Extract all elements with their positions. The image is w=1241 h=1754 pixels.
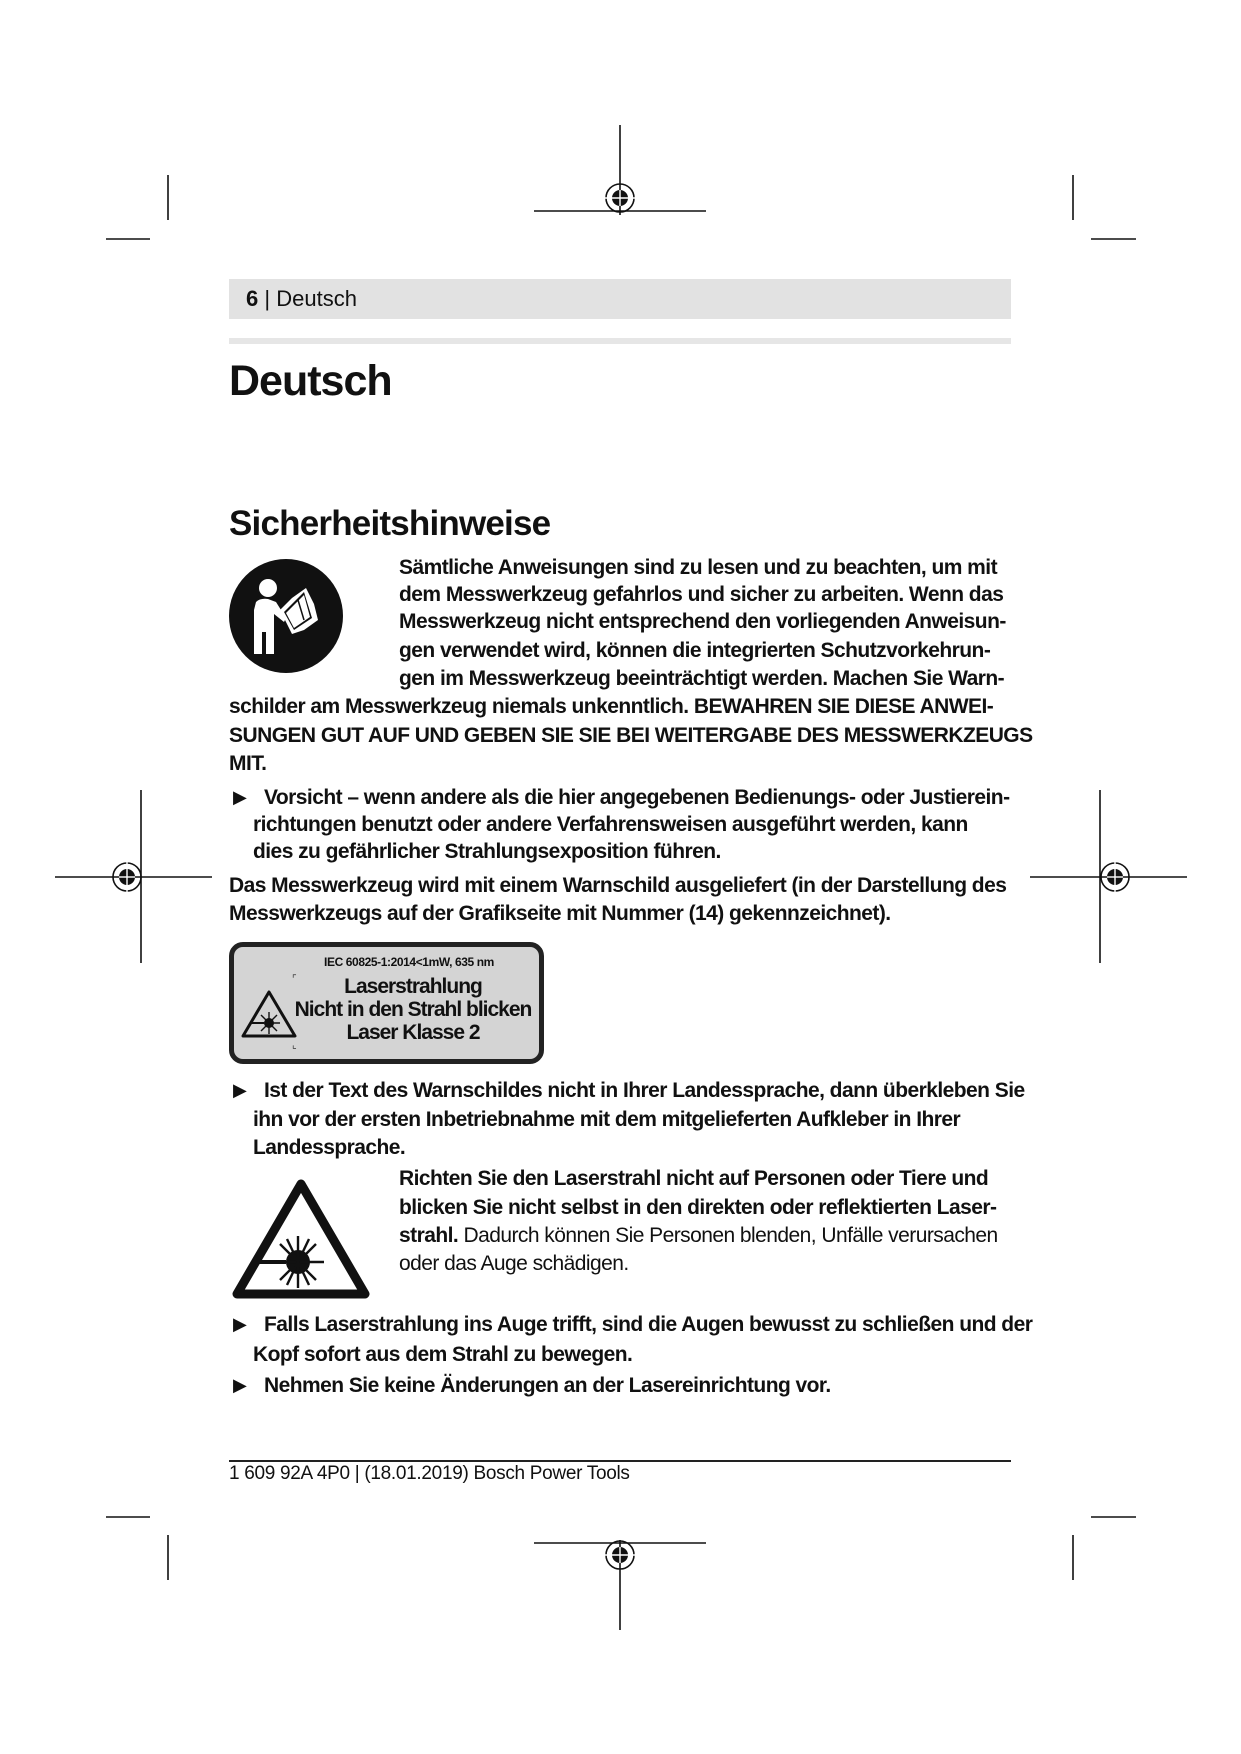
intro-line-7: SUNGEN GUT AUF UND GEBEN SIE SIE BEI WEITERGABE DES MESSWERKZEUGS — [229, 724, 1033, 747]
bullet2-line-1: Ist der Text des Warnschildes nicht in Ihrer Landessprache, dann überkleben Sie — [264, 1079, 1025, 1102]
intro-line-3: Messwerkzeug nicht entsprechend den vorliegenden Anweisun- — [399, 610, 1006, 633]
bullet-marker: ▶ — [233, 1080, 247, 1100]
intro-line-8: MIT. — [229, 752, 267, 775]
header-separator: | — [264, 286, 271, 311]
bullet4-line-1: Nehmen Sie keine Änderungen an der Lasereinrichtung vor. — [264, 1374, 831, 1397]
header-section: Deutsch — [276, 286, 357, 311]
label-line-2: Nicht in den Strahl blicken — [294, 998, 532, 1021]
page-title: Deutsch — [229, 357, 392, 405]
laser-warning-line-2: blicken Sie nicht selbst in den direkten oder reflektierten Laser- — [399, 1196, 997, 1219]
bullet1-line-1: Vorsicht – wenn andere als die hier angegebenen Bedienungs- oder Justierein- — [264, 786, 1010, 809]
laser-warning-regular: Dadurch können Sie Personen blenden, Unfälle verursachen — [458, 1224, 998, 1247]
bullet-item-1 — [233, 784, 1010, 812]
bullet1-line-2: richtungen benutzt oder andere Verfahrensweisen ausgeführt werden, kann — [253, 813, 968, 836]
label-corner-mark: ⌜ — [292, 974, 297, 985]
intro-line-6: schilder am Messwerkzeug niemals unkenntlich. BEWAHREN SIE DIESE ANWEI- — [229, 695, 994, 718]
bullet3-line-2: Kopf sofort aus dem Strahl zu bewegen. — [253, 1343, 633, 1366]
laser-warning-bold: strahl. — [399, 1224, 459, 1247]
label-line-3: Laser Klasse 2 — [346, 1021, 480, 1044]
read-manual-icon — [228, 558, 344, 674]
label-standard: IEC 60825-1:2014<1mW, 635 nm — [324, 955, 494, 969]
bullet2-line-2: ihn vor der ersten Inbetriebnahme mit dem mitgelieferten Aufkleber in Ihrer — [253, 1108, 961, 1131]
intro-line-4: gen verwendet wird, können die integrierten Schutzvorkehrun- — [399, 639, 991, 662]
paragraph1-line-2: Messwerkzeugs auf der Grafikseite mit Nummer (14) gekennzeichnet). — [229, 902, 891, 925]
bullet-marker: ▶ — [233, 787, 247, 807]
label-line-1: Laserstrahlung — [344, 975, 482, 998]
bullet3-line-1: Falls Laserstrahlung ins Auge trifft, sind die Augen bewusst zu schließen und der — [264, 1313, 1033, 1336]
label-corner-mark: ⌞ — [292, 1040, 297, 1051]
bullet2-line-3: Landessprache. — [253, 1136, 406, 1159]
bullet-item-4 — [233, 1372, 831, 1400]
laser-warning-line-1: Richten Sie den Laserstrahl nicht auf Personen oder Tiere und — [399, 1167, 989, 1190]
bullet-item-2 — [233, 1077, 1025, 1105]
page-header — [246, 286, 357, 312]
laser-warning-line-3 — [399, 1222, 998, 1250]
intro-line-1: Sämtliche Anweisungen sind zu lesen und zu beachten, um mit — [399, 556, 998, 579]
bullet-item-3 — [233, 1311, 1033, 1339]
bullet1-line-3: dies zu gefährlicher Strahlungsexposition führen. — [253, 840, 721, 863]
laser-warning-line-4: oder das Auge schädigen. — [399, 1252, 629, 1275]
page-number: 6 — [246, 286, 259, 311]
page-footer: 1 609 92A 4P0 | (18.01.2019) Bosch Power Tools — [229, 1463, 630, 1484]
intro-line-2: dem Messwerkzeug gefahrlos und sicher zu arbeiten. Wenn das — [399, 583, 1004, 606]
warning-label — [229, 942, 544, 1064]
section-title: Sicherheitshinweise — [229, 504, 551, 543]
laser-radiation-warning-icon — [232, 1178, 370, 1300]
intro-line-5: gen im Messwerkzeug beeinträchtigt werden. Machen Sie Warn- — [399, 667, 1005, 690]
bullet-marker: ▶ — [233, 1314, 247, 1334]
header-rule — [229, 338, 1011, 344]
paragraph1-line-1: Das Messwerkzeug wird mit einem Warnschild ausgeliefert (in der Darstellung des — [229, 874, 1007, 897]
bullet-marker: ▶ — [233, 1375, 247, 1395]
